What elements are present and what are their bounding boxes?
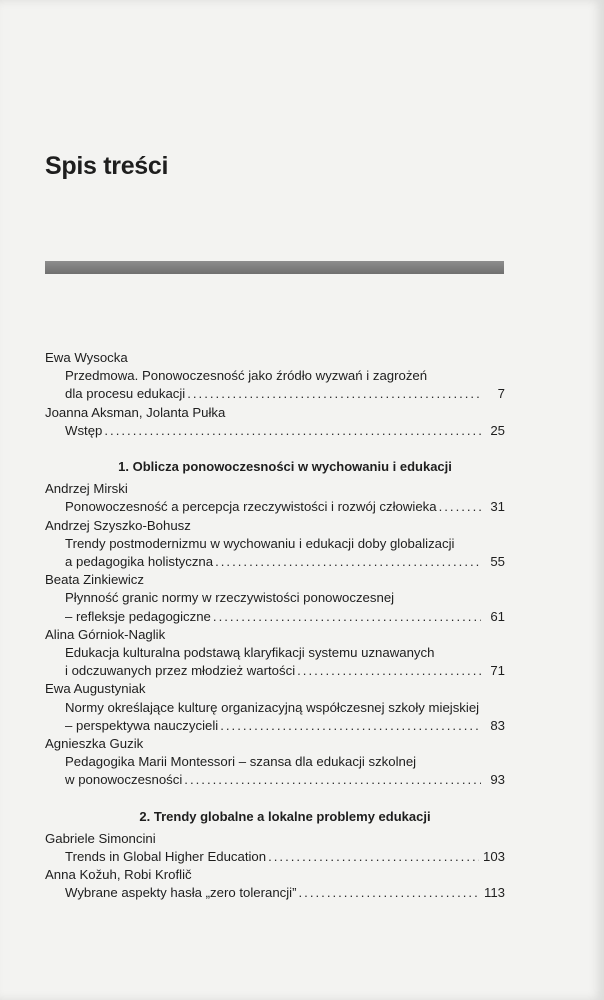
entry-title-last-line xyxy=(45,662,505,680)
section-heading: 1. Oblicza ponowoczesności w wychowaniu i edukacji xyxy=(118,459,452,475)
page-number: 31 xyxy=(490,499,505,515)
entry-title-last-line xyxy=(45,553,505,571)
entry-title-last-line xyxy=(45,884,505,902)
entry-title-line xyxy=(45,699,505,717)
entry-title-text: Trends in Global Higher Education xyxy=(65,849,267,865)
entry-title-line xyxy=(45,589,505,607)
entry-title-text: Ponowoczesność a percepcja rzeczywistości i rozwój człowieka xyxy=(65,499,437,515)
entry-author: Anna Kožuh, Robi Kroflič xyxy=(45,867,192,883)
entry-title-text: Przedmowa. Ponowoczesność jako źródło wyzwań i zagrożeń xyxy=(65,368,428,384)
entry-author: Ewa Augustyniak xyxy=(45,681,146,697)
leader-dots xyxy=(268,848,479,866)
entry-title-text: Płynność granic normy w rzeczywistości ponowoczesnej xyxy=(65,590,395,606)
page-number: 25 xyxy=(490,422,505,438)
page-number: 55 xyxy=(490,554,505,570)
page-number: 7 xyxy=(497,386,505,402)
entry-title-text: – perspektywa nauczycieli xyxy=(65,717,219,733)
page-number: 61 xyxy=(490,608,505,624)
entry-title-last-line xyxy=(45,385,505,403)
entry-title-last-line xyxy=(45,498,505,516)
entry-title-last-line xyxy=(45,848,505,866)
page-number: 71 xyxy=(490,663,505,679)
entry-author: Beata Zinkiewicz xyxy=(45,572,144,588)
entry-title-text: dla procesu edukacji xyxy=(65,386,186,402)
page-number: 113 xyxy=(483,885,505,901)
entry-title-text: a pedagogika holistyczna xyxy=(65,554,214,570)
leader-dots xyxy=(220,717,481,735)
entry-title-text: i odczuwanych przez młodzież wartości xyxy=(65,663,296,679)
entry-author: Alina Górniok-Naglik xyxy=(45,626,166,642)
page-number: 83 xyxy=(490,717,505,733)
leader-dots xyxy=(439,498,481,516)
entry-title-text: Normy określające kulturę organizacyjną współczesnej szkoły miejskiej xyxy=(65,699,480,715)
entry-title-last-line xyxy=(45,771,505,789)
entry-title-text: Wstęp xyxy=(65,422,103,438)
entry-title-last-line xyxy=(45,608,505,626)
leader-dots xyxy=(215,553,481,571)
entry-title-text: w ponowoczesności xyxy=(65,772,183,788)
page-number: 103 xyxy=(482,849,505,865)
leader-dots xyxy=(104,422,481,440)
leader-dots xyxy=(184,771,481,789)
page-number: 93 xyxy=(490,772,505,788)
entry-title-text: – refleksje pedagogiczne xyxy=(65,608,211,624)
entry-title-line xyxy=(45,644,505,662)
entry-title-line xyxy=(45,367,505,385)
leader-dots xyxy=(187,385,481,403)
entry-title-text: Wybrane aspekty hasła „zero tolerancji” xyxy=(65,885,297,901)
table-of-contents xyxy=(45,349,505,903)
entry-author: Gabriele Simoncini xyxy=(45,830,156,846)
leader-dots xyxy=(297,662,481,680)
entry-title-line xyxy=(45,535,505,553)
section-heading: 2. Trendy globalne a lokalne problemy edukacji xyxy=(139,808,431,824)
entry-title-text: Trendy postmodernizmu w wychowaniu i edukacji doby globalizacji xyxy=(65,535,455,551)
entry-title-line xyxy=(45,753,505,771)
entry-author: Joanna Aksman, Jolanta Pułka xyxy=(45,404,226,420)
leader-dots xyxy=(213,608,481,626)
entry-author: Andrzej Mirski xyxy=(45,481,128,497)
entry-title-text: Pedagogika Marii Montessori – szansa dla edukacji szkolnej xyxy=(65,754,417,770)
entry-author: Ewa Wysocka xyxy=(45,350,128,365)
entry-title-last-line xyxy=(45,717,505,735)
entry-author: Andrzej Szyszko-Bohusz xyxy=(45,517,191,533)
page-title: Spis treści xyxy=(45,152,169,180)
entry-title-last-line xyxy=(45,422,505,440)
entry-title-text: Edukacja kulturalna podstawą klaryfikacji systemu uznawanych xyxy=(65,645,435,661)
header-divider-bar xyxy=(45,261,504,274)
entry-author: Agnieszka Guzik xyxy=(45,736,144,752)
leader-dots xyxy=(299,884,480,902)
